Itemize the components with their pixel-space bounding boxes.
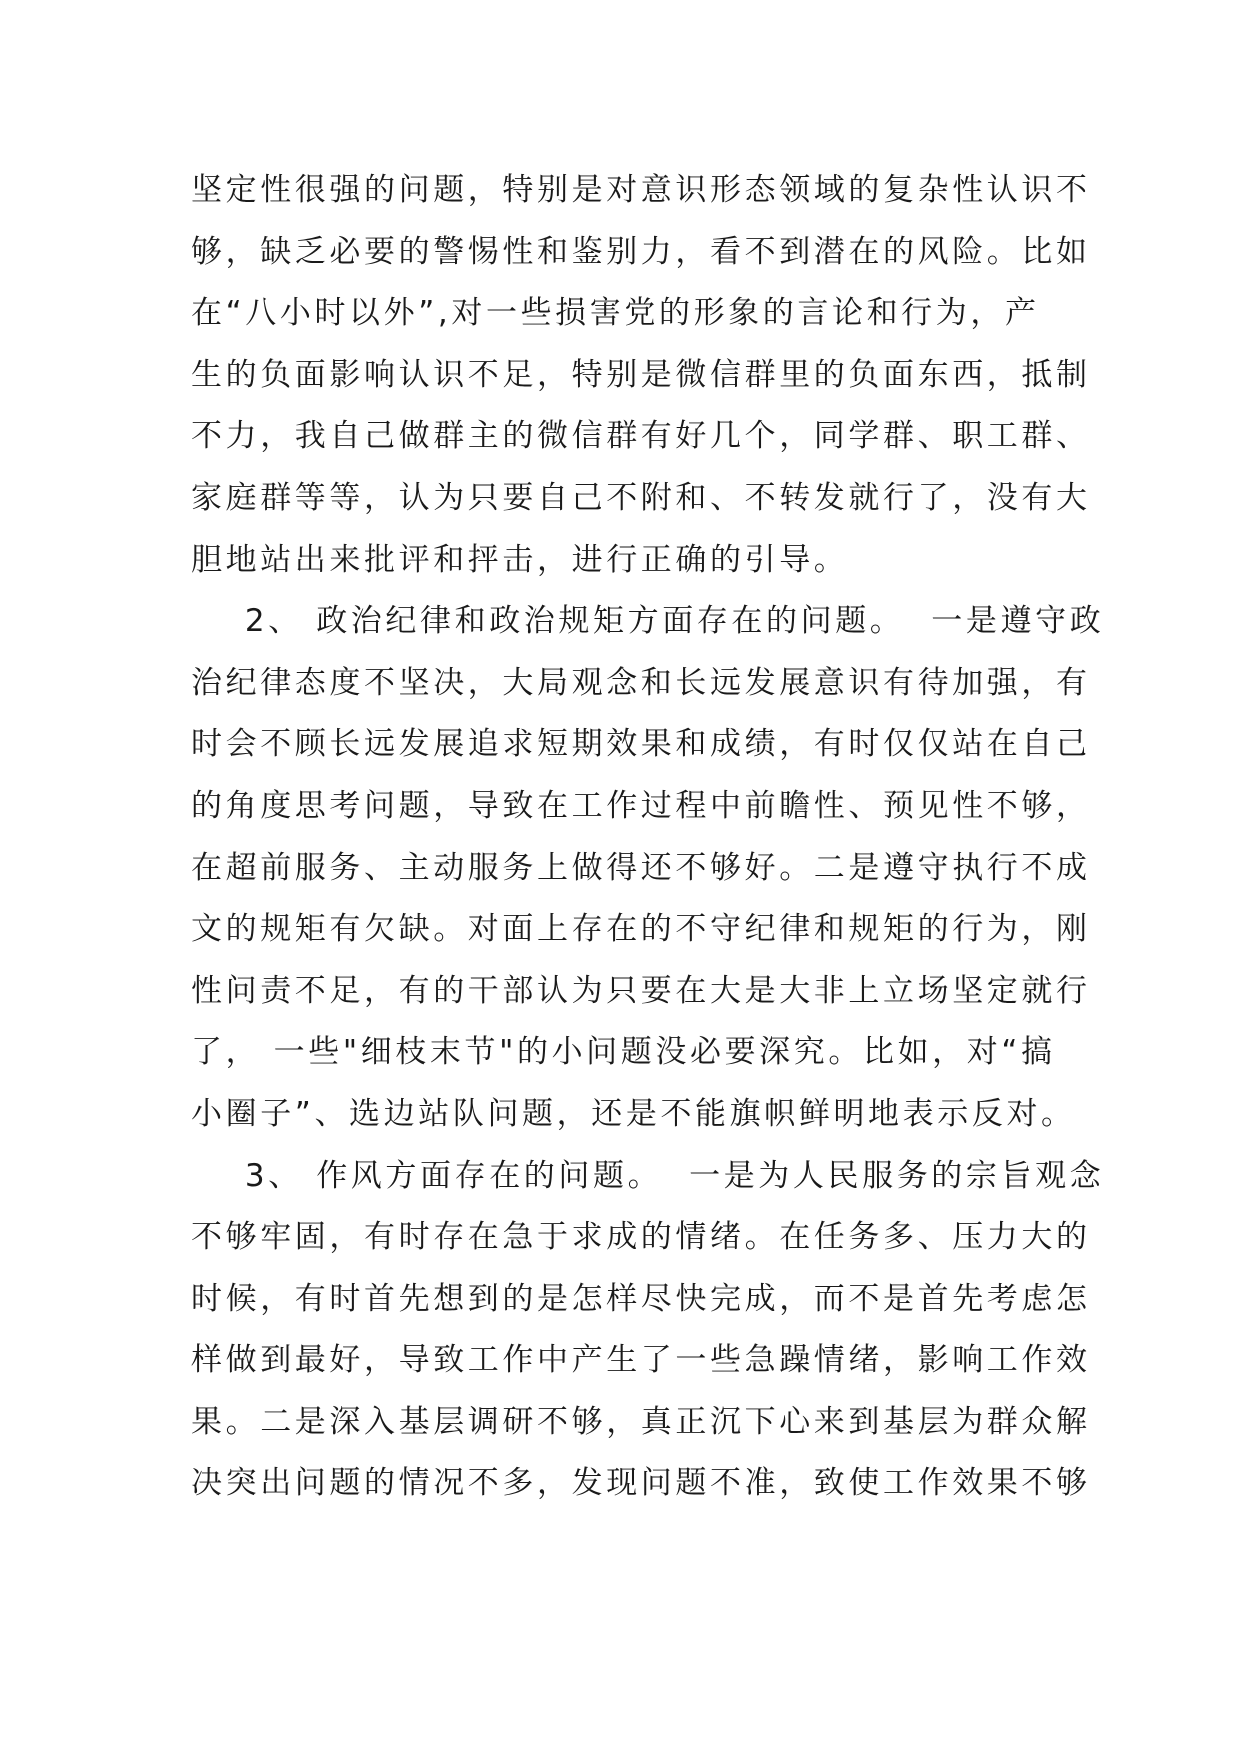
text-line: 决突出问题的情况不多，发现问题不准，致使工作效果不够	[191, 1465, 1091, 1502]
text-line: 不够牢固，有时存在急于求成的情绪。在任务多、压力大的	[191, 1219, 1091, 1256]
text-line: 治纪律态度不坚决，大局观念和长远发展意识有待加强，有	[191, 664, 1091, 701]
text-line: 胆地站出来批评和抨击，进行正确的引导。	[191, 541, 849, 578]
body-text	[191, 160, 1105, 1515]
text-line: 生的负面影响认识不足，特别是微信群里的负面东西，抵制	[191, 356, 1091, 393]
text-line: 了， 一些"细枝末节"的小问题没必要深究。比如，对“搞	[191, 1034, 1056, 1071]
text-line: 家庭群等等，认为只要自己不附和、不转发就行了，没有大	[191, 479, 1091, 516]
text-line: 2、 政治纪律和政治规矩方面存在的问题。 一是遵守政	[191, 603, 1105, 640]
text-line: 在超前服务、主动服务上做得还不够好。二是遵守执行不成	[191, 849, 1091, 886]
text-line: 文的规矩有欠缺。对面上存在的不守纪律和规矩的行为，刚	[191, 911, 1091, 948]
text-line: 果。二是深入基层调研不够，真正沉下心来到基层为群众解	[191, 1403, 1091, 1440]
text-line: 性问责不足，有的干部认为只要在大是大非上立场坚定就行	[191, 972, 1091, 1009]
text-line: 时会不顾长远发展追求短期效果和成绩，有时仅仅站在自己	[191, 726, 1091, 763]
text-line: 的角度思考问题，导致在工作过程中前瞻性、预见性不够，	[191, 787, 1091, 824]
text-line: 在“八小时以外”,对一些损害党的形象的言论和行为，产	[191, 295, 1040, 332]
text-line: 样做到最好，导致工作中产生了一些急躁情绪，影响工作效	[191, 1342, 1091, 1379]
text-line: 3、 作风方面存在的问题。 一是为人民服务的宗旨观念	[191, 1157, 1105, 1194]
text-line: 时候，有时首先想到的是怎样尽快完成，而不是首先考虑怎	[191, 1280, 1091, 1317]
text-line: 不力，我自己做群主的微信群有好几个，同学群、职工群、	[191, 418, 1091, 455]
text-line: 坚定性很强的问题，特别是对意识形态领域的复杂性认识不	[191, 172, 1091, 208]
text-line: 够，缺乏必要的警惕性和鉴别力，看不到潜在的风险。比如	[191, 233, 1091, 270]
text-line: 小圈子”、选边站队问题，还是不能旗帜鲜明地表示反对。	[191, 1095, 1076, 1132]
